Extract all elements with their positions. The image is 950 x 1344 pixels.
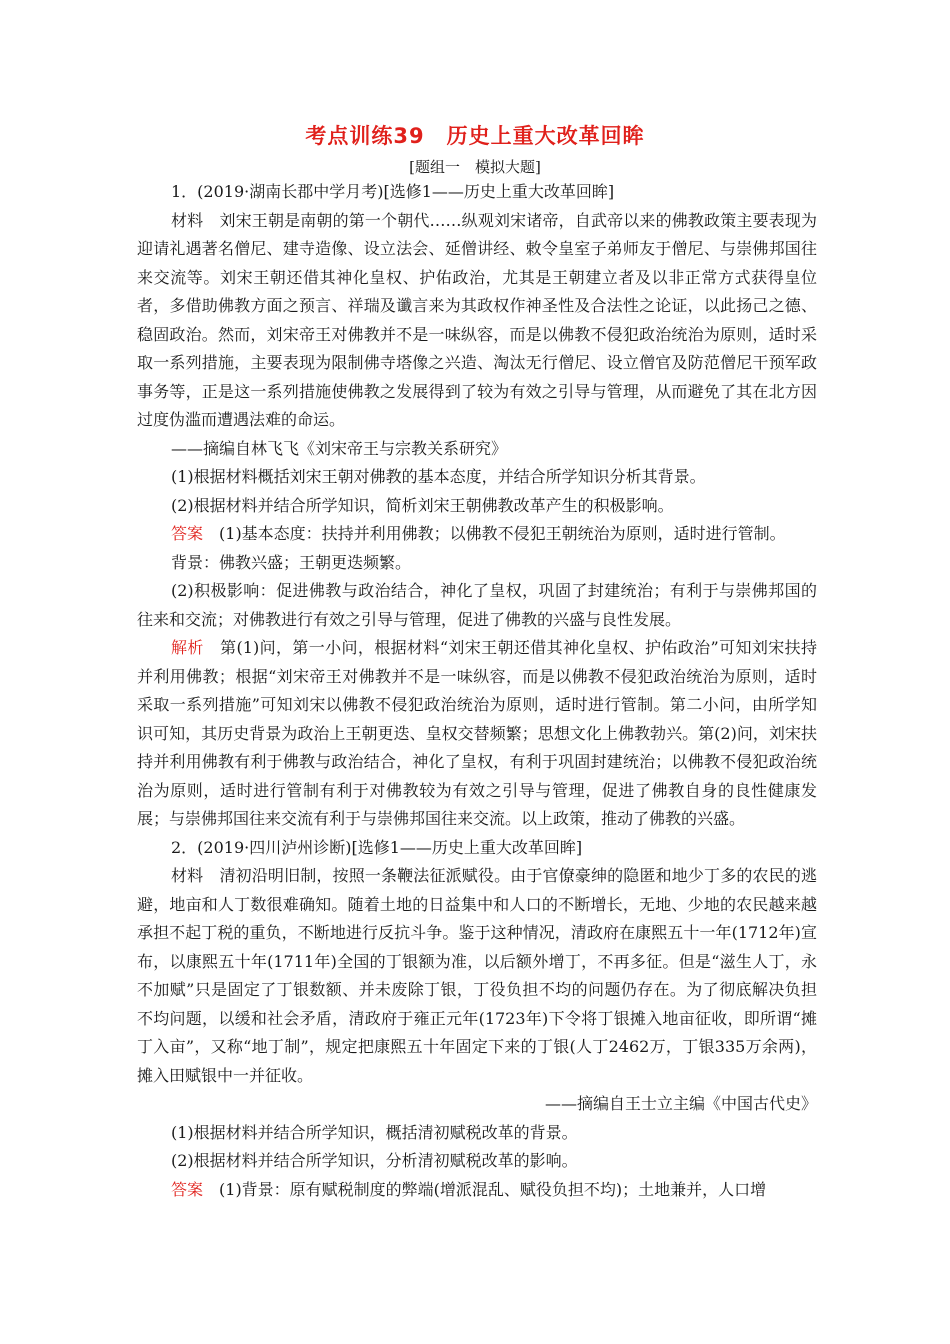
q1-answer-label: 答案: [171, 524, 204, 543]
question-group-label: [题组一 模拟大题]: [409, 158, 541, 176]
q2-answer-label: 答案: [171, 1179, 204, 1199]
q2-material-text: 清初沿明旧制，按照一条鞭法征派赋役。由于官僚豪绅的隐匿和地少丁多的农民的逃避，地亩和人丁数很难确知。随着土地的日益集中和人口的不断增长，无地、少地的农民越来越承担不起丁税的重负，不断地进行反抗斗争。鉴于这种情况，清政府在康熙五十一年(1712年)宣布，以康熙五十年(1711年)全国的丁银额为准，以后额外增丁，不再多征。但是“滋生人丁，永不加赋”只是固定了丁银数额、并未废除丁银，丁役负担不均的问题仍存在。为了彻底解决负担不均问题，以缓和社会矛盾，清政府于雍正元年(1723年)下令将丁银摊入地亩征收，即所谓“摊丁入亩”，又称“地丁制”，规定把康熙五十年固定下来的丁银(人丁2462万，丁银335万余两)，摊入田赋银中一并征收。: [137, 866, 817, 1085]
q1-analysis-label: 解析: [171, 638, 204, 657]
q2-subquestion-1: (1)根据材料并结合所学知识，概括清初赋税改革的背景。: [171, 1122, 578, 1142]
document-body: [137, 178, 817, 1204]
q2-stem: 2．(2019·四川泸州诊断)[选修1——历史上重大改革回眸]: [171, 837, 583, 857]
q1-stem: 1．(2019·湖南长郡中学月考)[选修1——历史上重大改革回眸]: [171, 182, 615, 201]
q2-material: [137, 862, 817, 1090]
q2-answer: [137, 1176, 817, 1205]
q2-material-label: 材料: [171, 866, 204, 885]
q1-source: ——摘编自林飞飞《刘宋帝王与宗教关系研究》: [171, 438, 508, 458]
q1-subquestion-2: (2)根据材料并结合所学知识，简析刘宋王朝佛教改革产生的积极影响。: [171, 495, 674, 515]
q2-answer-text-1: (1)背景：原有赋税制度的弊端(增派混乱、赋役负担不均)；土地兼并，人口增: [203, 1179, 767, 1199]
q1-answer-text-1: (1)基本态度：扶持并利用佛教；以佛教不侵犯王朝统治为原则，适时进行管制。: [203, 524, 786, 543]
q1-material-label: 材料: [171, 210, 204, 230]
q1-answer-part-2: (2)积极影响：促进佛教与政治结合，神化了皇权，巩固了封建统治；有利于与崇佛邦国的往来和交流；对佛教进行有效之引导与管理，促进了佛教的兴盛与良性发展。: [137, 581, 817, 629]
q1-answer: [137, 520, 817, 549]
page-title: 考点训练39 历史上重大改革回眸: [305, 124, 645, 148]
q2-source: ——摘编自王士立主编《中国古代史》: [544, 1094, 817, 1113]
q1-subquestion-1: (1)根据材料概括刘宋王朝对佛教的基本态度，并结合所学知识分析其背景。: [171, 467, 706, 486]
q1-material-text: 刘宋王朝是南朝的第一个朝代……纵观刘宋诸帝，自武帝以来的佛教政策主要表现为迎请礼遇著名僧尼、建寺造像、设立法会、延僧讲经、敕令皇室子弟师友于僧尼、与崇佛邦国往来交流等。刘宋王朝还借其神化皇权、护佑政治，尤其是王朝建立者及以非正常方式获得皇位者，多借助佛教方面之预言、祥瑞及谶言来为其政权作神圣性及合法性之论证，以此扬己之德、稳固政治。然而，刘宋帝王对佛教并不是一味纵容，而是以佛教不侵犯政治统治为原则，适时采取一系列措施，主要表现为限制佛寺塔像之兴造、淘汰无行僧尼、设立僧官及防范僧尼干预军政事务等，正是这一系列措施使佛教之发展得到了较为有效之引导与管理，从而避免了其在北方因过度伪滥而遭遇法难的命运。: [137, 210, 817, 429]
q1-answer-background: 背景：佛教兴盛；王朝更迭频繁。: [171, 552, 412, 572]
q2-subquestion-2: (2)根据材料并结合所学知识，分析清初赋税改革的影响。: [171, 1151, 578, 1170]
q1-analysis: [137, 634, 817, 834]
q1-material: [137, 207, 817, 435]
q1-analysis-text: 第(1)问，第一小问，根据材料“刘宋王朝还借其神化皇权、护佑政治”可知刘宋扶持并利用佛教；根据“刘宋帝王对佛教并不是一味纵容，而是以佛教不侵犯政治统治为原则，适时采取一系列措施”可知刘宋以佛教不侵犯政治统治为原则，适时进行管制。第二小问，由所学知识可知，其历史背景为政治上王朝更迭、皇权交替频繁；思想文化上佛教勃兴。第(2)问，刘宋扶持并利用佛教有利于佛教与政治结合，神化了皇权，有利于巩固封建统治；以佛教不侵犯政治统治为原则，适时进行管制有利于对佛教较为有效之引导与管理，促进了佛教自身的良性健康发展；与崇佛邦国往来交流有利于与崇佛邦国往来交流。以上政策，推动了佛教的兴盛。: [137, 638, 817, 828]
